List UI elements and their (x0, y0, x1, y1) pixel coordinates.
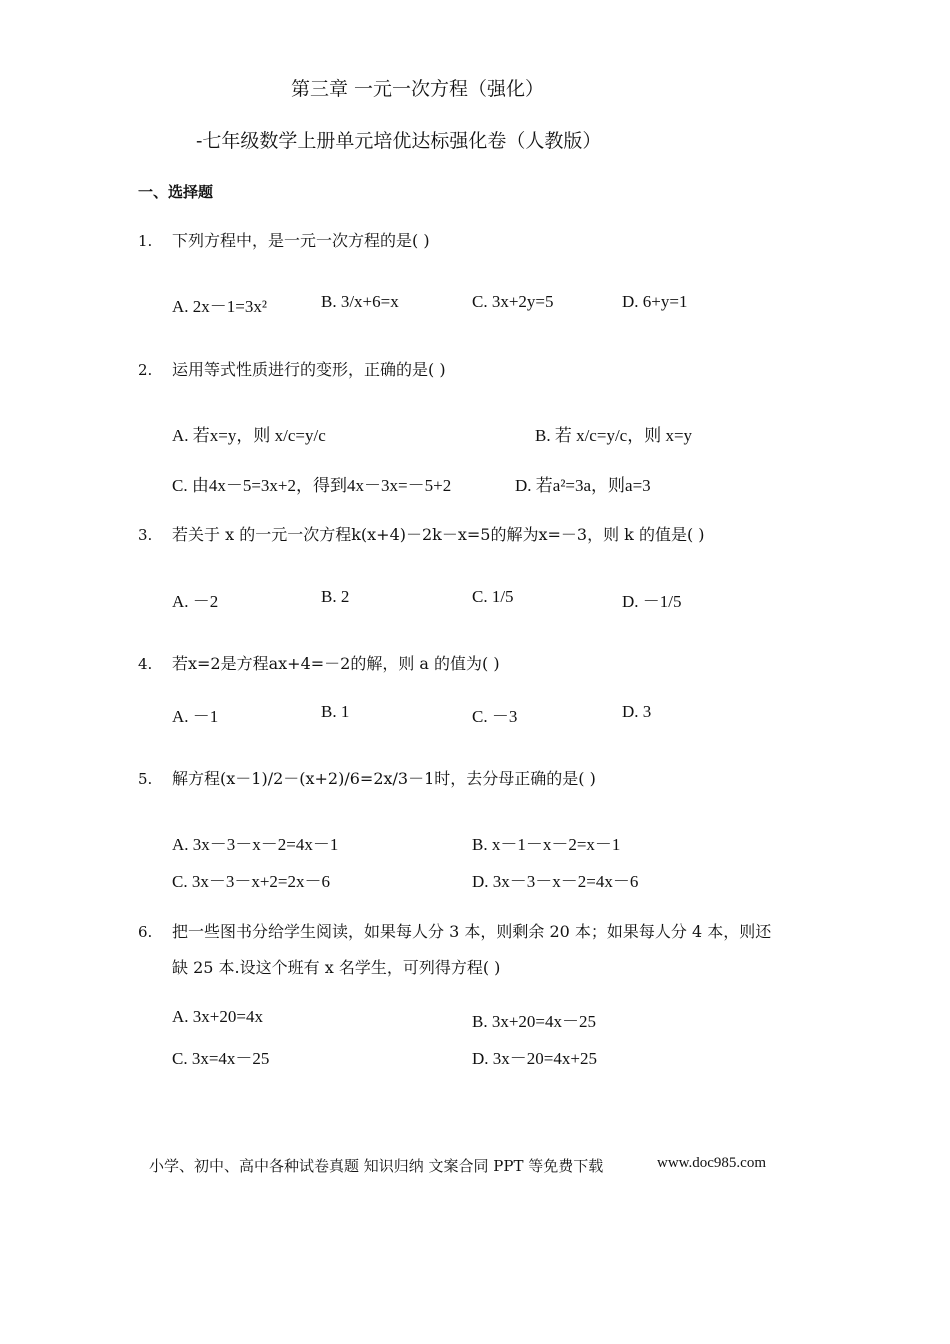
option-a: A. 若x=y，则 x/c=y/c (172, 426, 326, 445)
question-number: 2. (138, 361, 153, 379)
question-number: 5. (138, 770, 153, 788)
option-a: A. 3x+20=4x (172, 1007, 263, 1026)
question-stem-line1: 把一些图书分给学生阅读，如果每人分 3 本，则剩余 20 本；如果每人分 4 本，则还 (172, 922, 772, 941)
option-c: C. 3x=4x－25 (172, 1049, 270, 1068)
option-d: D. 6+y=1 (622, 292, 688, 311)
option-c: C. 3x+2y=5 (472, 292, 554, 311)
option-a: A. －1 (172, 707, 219, 726)
section-heading: 一、选择题 (138, 183, 214, 201)
question-number: 1. (138, 232, 153, 250)
question-stem: 若x=2是方程ax+4=－2的解，则 a 的值为( ) (172, 654, 500, 673)
option-c: C. 1/5 (472, 587, 514, 606)
option-a: A. 2x－1=3x² (172, 297, 267, 316)
option-b: B. 2 (321, 587, 350, 606)
option-d: D. 3 (622, 702, 652, 721)
question-number: 4. (138, 655, 153, 673)
footer-text: 小学、初中、高中各种试卷真题 知识归纳 文案合同 PPT 等免费下载 (149, 1157, 604, 1175)
option-b: B. 若 x/c=y/c，则 x=y (535, 426, 693, 445)
option-d: D. 3x－20=4x+25 (472, 1049, 597, 1068)
question-number: 3. (138, 526, 153, 544)
page-title: 第三章 一元一次方程（强化） (291, 78, 545, 100)
question-stem: 若关于 x 的一元一次方程k(x+4)－2k－x=5的解为x=－3，则 k 的值是( ) (172, 525, 705, 544)
option-b: B. 1 (321, 702, 350, 721)
option-d: D. 若a²=3a，则a=3 (515, 476, 651, 495)
question-stem: 下列方程中，是一元一次方程的是( ) (172, 231, 430, 250)
option-a: A. －2 (172, 592, 219, 611)
question-stem: 解方程(x－1)/2－(x+2)/6=2x/3－1时，去分母正确的是( ) (172, 769, 596, 788)
option-d: D. －1/5 (622, 592, 682, 611)
option-c: C. －3 (472, 707, 518, 726)
option-d: D. 3x－3－x－2=4x－6 (472, 872, 639, 891)
question-stem: 运用等式性质进行的变形，正确的是( ) (172, 360, 446, 379)
question-stem-line2: 缺 25 本.设这个班有 x 名学生，可列得方程( ) (172, 958, 501, 977)
option-a: A. 3x－3－x－2=4x－1 (172, 835, 339, 854)
option-b: B. x－1－x－2=x－1 (472, 835, 621, 854)
footer-link[interactable]: www.doc985.com (657, 1155, 767, 1171)
option-b: B. 3x+20=4x－25 (472, 1012, 597, 1031)
option-b: B. 3/x+6=x (321, 292, 399, 311)
question-number: 6. (138, 923, 153, 941)
option-c: C. 由4x－5=3x+2，得到4x－3x=－5+2 (172, 476, 452, 495)
page-subtitle: -七年级数学上册单元培优达标强化卷（人教版） (196, 130, 602, 152)
option-c: C. 3x－3－x+2=2x－6 (172, 872, 331, 891)
